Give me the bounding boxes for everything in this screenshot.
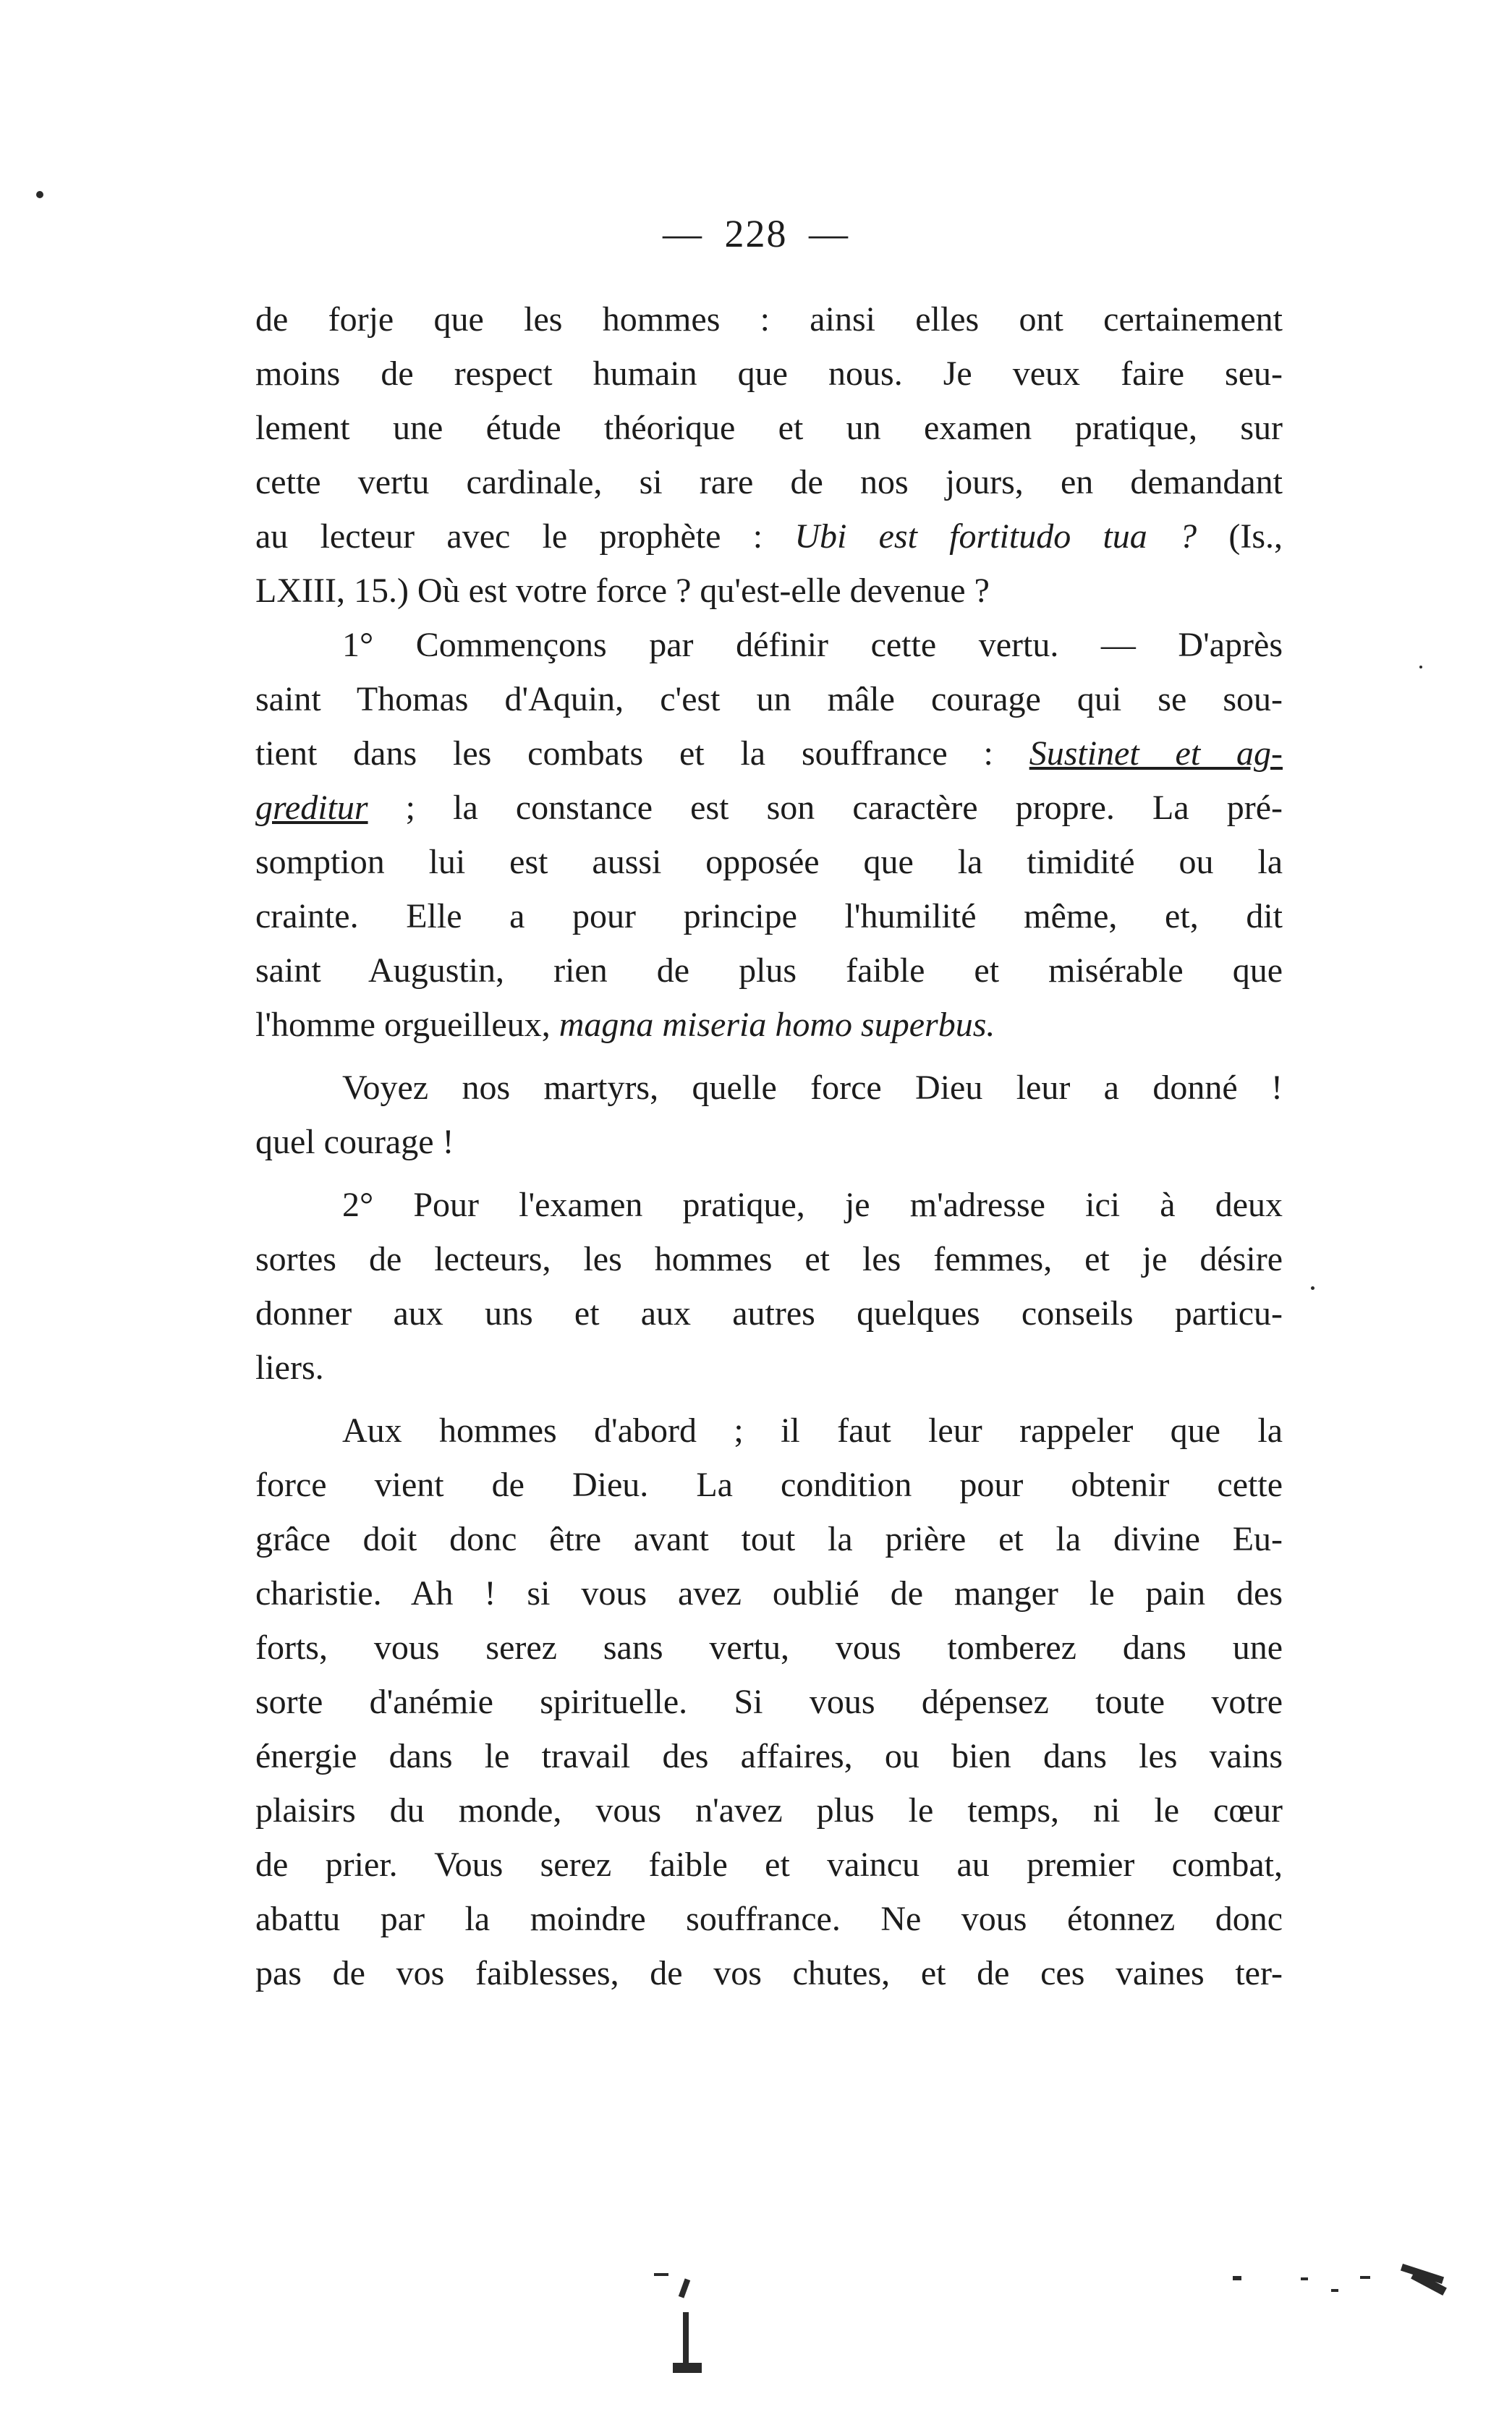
text-line: de forje que les hommes : ainsi elles ont certainement — [255, 300, 1283, 339]
text-line: de prier. Vous serez faible et vaincu au premier combat, — [255, 1846, 1283, 1884]
text-line: lement une étude théorique et un examen pratique, sur — [255, 409, 1283, 447]
scan-speck — [683, 2312, 689, 2369]
text-line: quel courage ! — [255, 1123, 454, 1161]
text-line: liers. — [255, 1349, 324, 1387]
text-line: greditur ; la constance est son caractère propre. La pré- — [255, 789, 1283, 827]
text-line: 2° Pour l'examen pratique, je m'adresse ici à deux — [342, 1186, 1283, 1224]
text-line: énergie dans le travail des affaires, ou bien dans les vains — [255, 1737, 1283, 1775]
text-line: somption lui est aussi opposée que la timidité ou la — [255, 843, 1283, 881]
paragraph-gap — [255, 1169, 1283, 1178]
text-line: abattu par la moindre souffrance. Ne vous étonnez donc — [255, 1900, 1283, 1938]
scan-speck — [36, 191, 43, 198]
scan-speck — [654, 2273, 668, 2276]
text-line: charistie. Ah ! si vous avez oublié de manger le pain des — [255, 1574, 1283, 1613]
text-line: saint Thomas d'Aquin, c'est un mâle courage qui se sou- — [255, 680, 1283, 718]
paragraph — [255, 618, 1283, 1052]
latin-quote: Ubi est fortitudo tua ? — [794, 517, 1197, 556]
latin-quote: greditur — [255, 789, 368, 827]
text-line: pas de vos faiblesses, de vos chutes, et de ces vaines ter- — [255, 1954, 1283, 1992]
scan-speck — [1419, 666, 1422, 668]
page-number: — 228 — — [663, 212, 849, 255]
text-line: sortes de lecteurs, les hommes et les femmes, et je désire — [255, 1240, 1283, 1278]
text-line: donner aux uns et aux autres quelques conseils particu- — [255, 1294, 1283, 1333]
paragraph — [255, 292, 1283, 618]
body-text — [255, 292, 1283, 2000]
text-line: plaisirs du monde, vous n'avez plus le temps, ni le cœur — [255, 1791, 1283, 1830]
text-line: LXIII, 15.) Où est votre force ? qu'est-elle devenue ? — [255, 572, 990, 610]
paragraph — [255, 1061, 1283, 1169]
text-line: forts, vous serez sans vertu, vous tomberez dans une — [255, 1628, 1283, 1667]
text-line: force vient de Dieu. La condition pour obtenir cette — [255, 1466, 1283, 1504]
text-line: au lecteur avec le prophète : Ubi est fortitudo tua ? (Is., — [255, 517, 1283, 556]
paragraph — [255, 1404, 1283, 2000]
text-line: crainte. Elle a pour principe l'humilité même, et, dit — [255, 897, 1283, 935]
text-line: saint Augustin, rien de plus faible et misérable que — [255, 951, 1283, 990]
text-line: l'homme orgueilleux, magna miseria homo superbus. — [255, 1006, 995, 1044]
text-line: cette vertu cardinale, si rare de nos jours, en demandant — [255, 463, 1283, 501]
text-line: moins de respect humain que nous. Je veux faire seu- — [255, 354, 1283, 393]
scan-speck — [679, 2278, 690, 2298]
latin-quote: Sustinet et ag- — [1029, 734, 1283, 773]
scan-speck — [1331, 2289, 1338, 2292]
scan-speck — [1311, 1286, 1314, 1290]
scan-speck — [1301, 2277, 1308, 2280]
paragraph-gap — [255, 1052, 1283, 1061]
text-line: tient dans les combats et la souffrance : Sustinet et ag- — [255, 734, 1283, 773]
text-line: grâce doit donc être avant tout la prière et la divine Eu- — [255, 1520, 1283, 1558]
text-line: Aux hommes d'abord ; il faut leur rappeler que la — [342, 1411, 1283, 1450]
scan-speck — [673, 2363, 702, 2373]
text-line: 1° Commençons par définir cette vertu. — D'après — [342, 626, 1283, 664]
scan-speck — [1233, 2276, 1241, 2280]
paragraph — [255, 1178, 1283, 1395]
paragraph-gap — [255, 1395, 1283, 1404]
text-line: sorte d'anémie spirituelle. Si vous dépensez toute votre — [255, 1683, 1283, 1721]
scan-speck — [1360, 2276, 1370, 2279]
text-line: Voyez nos martyrs, quelle force Dieu leur a donné ! — [342, 1069, 1283, 1107]
latin-quote: magna miseria homo superbus. — [558, 1006, 995, 1044]
